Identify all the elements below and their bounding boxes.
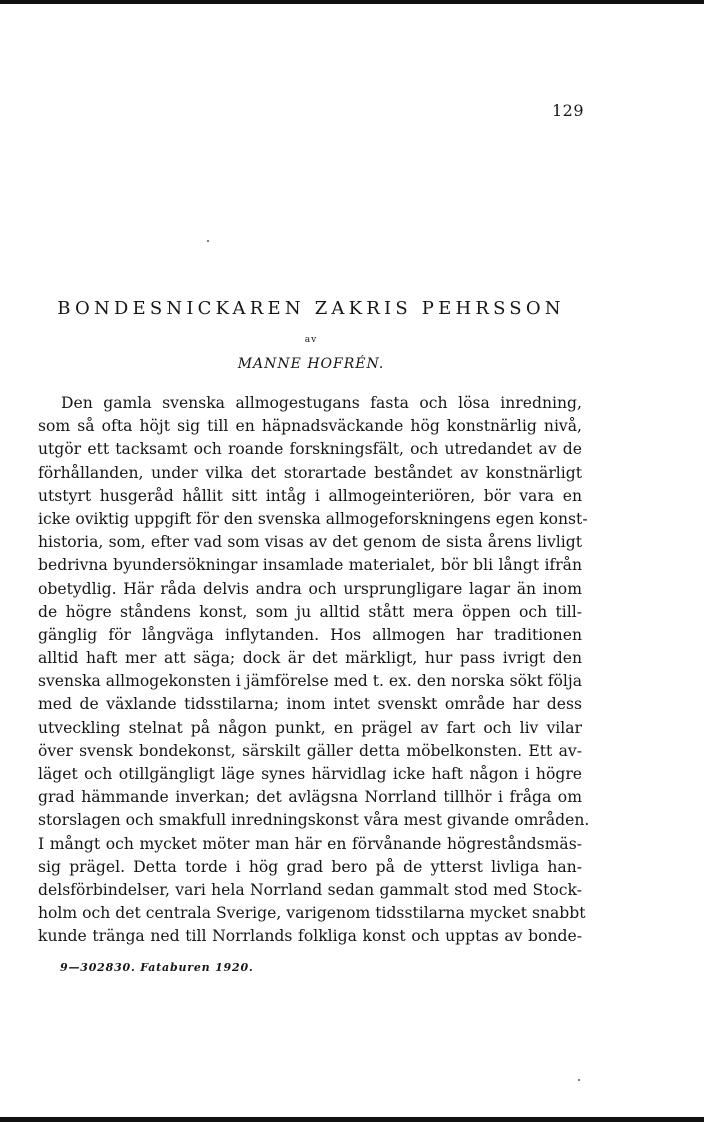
print-speck [578, 1079, 580, 1081]
text-line: bedrivna byundersökningar insamlade materialet, bör bli långt ifrån [38, 556, 582, 575]
page-number: 129 [551, 101, 584, 120]
byline-av: av [304, 335, 318, 345]
text-line: gänglig för långväga inflytanden. Hos allmogen har traditionen [38, 625, 582, 644]
text-line: historia, som, efter vad som visas av det genom de sista årens livligt [38, 533, 582, 552]
text-line: över svensk bondekonst, särskilt gäller detta möbelkonsten. Ett av- [38, 741, 582, 760]
top-edge-rule [0, 0, 704, 4]
text-line: som så ofta höjt sig till en häpnadsväckande hög konstnärlig nivå, [38, 417, 582, 436]
text-line: förhållanden, under vilka det storartade beståndet av konstnärligt [38, 463, 582, 482]
text-line: med de växlande tidsstilarna; inom intet svenskt område har dess [38, 695, 582, 714]
text-line: läget och otillgängligt läge synes härvidlag icke haft någon i högre [38, 765, 582, 783]
text-line: utstyrt husgeråd hållit sitt intåg i allmogeinteriören, bör vara en [38, 486, 582, 505]
text-line: storslagen och smakfull inredningskonst våra mest givande områden. [38, 811, 590, 830]
author-name: MANNE HOFRÉN. [237, 356, 385, 372]
print-footer: 9—302830. Fataburen 1920. [60, 961, 254, 974]
text-line: de högre ståndens konst, som ju alltid stått mera öppen och till- [38, 602, 582, 621]
text-line: grad hämmande inverkan; det avlägsna Norrland tillhör i fråga om [38, 788, 582, 807]
text-line: kunde tränga ned till Norrlands folkliga konst och upptas av bonde- [38, 927, 582, 946]
text-line: utveckling stelnat på någon punkt, en prägel av fart och liv vilar [38, 718, 582, 737]
print-speck [207, 240, 209, 242]
text-line: I mångt och mycket möter man här en förvånande högreståndsmäs- [38, 834, 582, 853]
body-text [38, 392, 590, 949]
text-line: svenska allmogekonsten i jämförelse med t. ex. den norska sökt följa [38, 672, 582, 691]
bottom-edge-rule [0, 1117, 704, 1122]
article-title: BONDESNICKAREN ZAKRIS PEHRSSON [57, 298, 565, 319]
text-line: sig prägel. Detta torde i hög grad bero på de ytterst livliga han- [38, 857, 582, 876]
text-line: obetydlig. Här råda delvis andra och ursprungligare lagar än inom [38, 579, 582, 598]
text-line: icke oviktig uppgift för den svenska allmogeforskningens egen konst- [38, 509, 588, 528]
text-line: alltid haft mer att säga; dock är det märkligt, hur pass ivrigt den [38, 649, 582, 668]
text-line: delsförbindelser, vari hela Norrland sedan gammalt stod med Stock- [38, 880, 582, 899]
text-line: Den gamla svenska allmogestugans fasta och lösa inredning, [61, 394, 582, 412]
text-line: utgör ett tacksamt och roande forskningsfält, och utredandet av de [38, 440, 582, 459]
text-line: holm och det centrala Sverige, varigenom tidsstilarna mycket snabbt [38, 904, 586, 923]
